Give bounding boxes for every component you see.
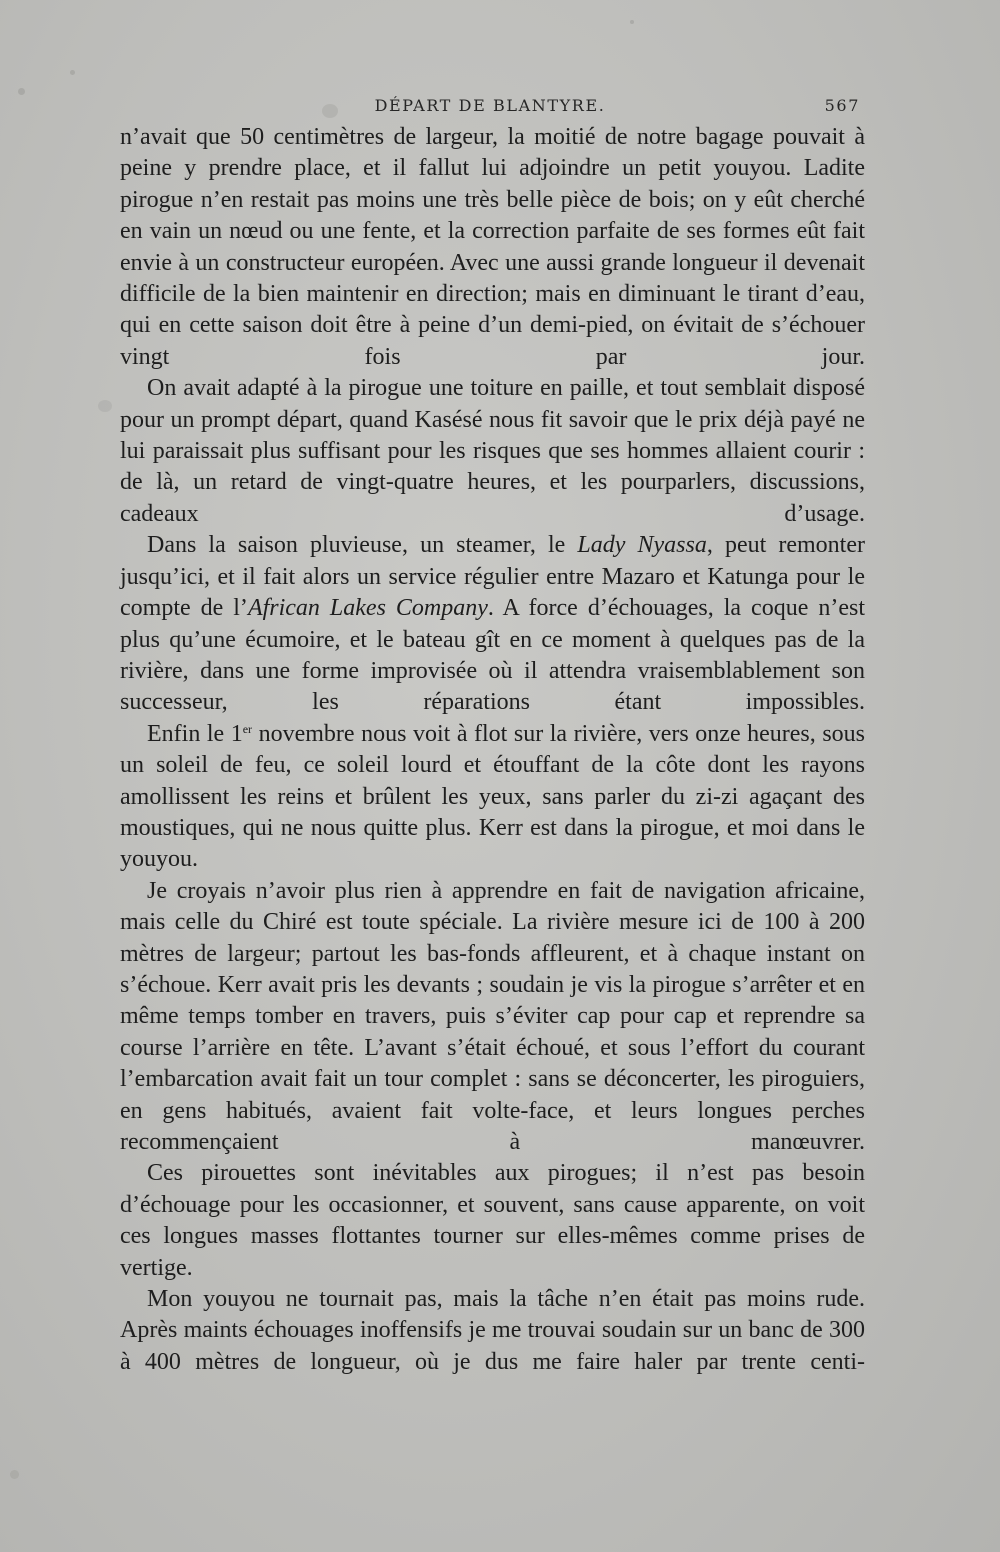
body-text bbox=[120, 122, 865, 1378]
company-name: African Lakes Company bbox=[247, 595, 488, 622]
paper-stain bbox=[98, 400, 112, 412]
page-number: 567 bbox=[824, 96, 860, 115]
running-title: DÉPART DE BLANTYRE. bbox=[374, 96, 606, 115]
paragraph: On avait adapté à la pirogue une toiture en paille, et tout semblait disposé pour un prompt départ, quand Kasésé nous fit savoir que le prix déjà payé ne lui paraissait plus suffisant pour les risques que ses hommes allaient courir : de là, un retard de vingt-quatre heures, et les pourparlers, discussions, cadeaux d’usage. bbox=[120, 375, 865, 527]
paragraph: Mon youyou ne tournait pas, mais la tâche n’en était pas moins rude. Après maints échouages inoffensifs je me trouvai soudain sur un banc de 300 à 400 mètres de longueur, où je dus me faire haler par trente centi- bbox=[120, 1286, 865, 1375]
paragraph bbox=[120, 719, 865, 876]
paragraph: Ces pirouettes sont inévitables aux pirogues; il n’est pas besoin d’échouage pour les occasionner, et souvent, sans cause apparente, on voit ces longues masses flottantes tourner sur elles-mêmes comme prises de vertige. bbox=[120, 1160, 865, 1281]
text-run: , peut remonter jusqu’ici, et il fait alors un service régulier entre Mazaro et Katunga pour le compte de l’ bbox=[120, 532, 865, 622]
text-run: novembre nous voit à flot sur la rivière, vers onze heures, sous un soleil de feu, ce soleil lourd et étouffant de la côte dont les rayons amollissent les reins et brûlent les yeux, sans parler du zi-zi agaçant des moustiques, qui ne nous quitte plus. Kerr est dans la pirogue, et moi dans le youyou. bbox=[120, 720, 865, 873]
paragraph bbox=[120, 530, 865, 718]
text-run: . A force d’échouages, la coque n’est plus qu’une écumoire, et le bateau gît en ce moment à quelques pas de la rivière, dans une forme improvisée où il attendra vraisemblablement son successeur, les réparations étant impossibles. bbox=[120, 595, 865, 716]
paragraph: Je croyais n’avoir plus rien à apprendre en fait de navigation africaine, mais celle du Chiré est toute spéciale. La rivière mesure ici de 100 à 200 mètres de largeur; partout les bas-fonds affleurent, et à chaque instant on s’échoue. Kerr avait pris les devants ; soudain je vis la pirogue s’arrêter et en même temps tomber en travers, puis s’éviter cap pour cap et reprendre sa course l’arrière en tête. L’avant s’était échoué, et sous l’effort du courant l’embarcation avait fait un tour complet : sans se déconcerter, les piroguiers, en gens habitués, avaient fait volte-face, et leurs longues perches recommençaient à manœuvrer. bbox=[120, 877, 865, 1155]
running-head bbox=[120, 90, 860, 120]
text-run: Enfin le 1 bbox=[147, 720, 243, 747]
paragraph: n’avait que 50 centimètres de largeur, la moitié de notre bagage pouvait à peine y prendre place, et il fallut lui adjoindre un petit youyou. Ladite pirogue n’en restait pas moins une très belle pièce de bois; on y eût cherché en vain un nœud ou une fente, et la correction parfaite de ses formes eût fait envie à un constructeur européen. Avec une aussi grande longueur il devenait difficile de la bien maintenir en direction; mais en diminuant le tirant d’eau, qui en cette saison doit être à peine d’un demi-pied, on évitait de s’échouer vingt fois par jour. bbox=[120, 124, 865, 370]
paper-stain bbox=[18, 88, 25, 95]
ordinal-superscript: er bbox=[242, 721, 253, 736]
paper-stain bbox=[630, 20, 634, 24]
text-run: Dans la saison pluvieuse, un steamer, le bbox=[147, 532, 578, 559]
paper-stain bbox=[10, 1470, 19, 1479]
ship-name: Lady Nyassa bbox=[577, 532, 707, 559]
paper-stain bbox=[70, 70, 75, 75]
